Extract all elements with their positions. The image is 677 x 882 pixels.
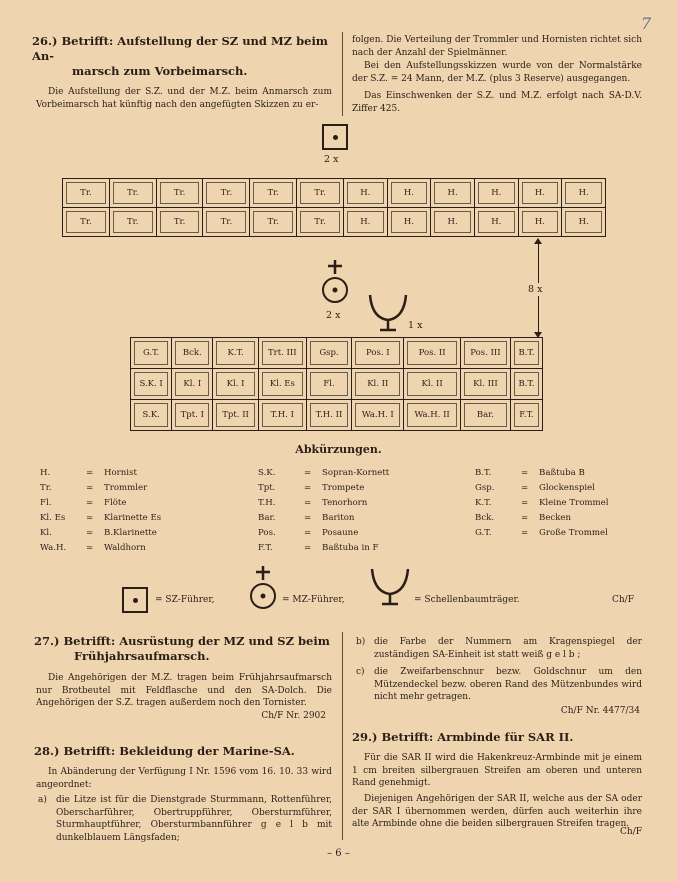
art28-b-label: b): [356, 637, 366, 647]
band-cell: [404, 338, 460, 369]
abbreviation-equals: =: [86, 543, 94, 553]
art29-para1: Für die SAR II wird die Hakenkreuz-Armbinde mit je einem 1 cm breiten silbergrauen Streifen am oberen und unteren Rand genehmigt.: [352, 753, 642, 788]
abbreviation-key: B.T.: [475, 468, 492, 478]
band-cell: [213, 400, 258, 431]
art26-para-left: Die Aufstellung der S.Z. und der M.Z. beim Anmarsch zum Vorbeimarsch hat künftig nach den angefügten Skizzen zu er-: [36, 87, 332, 110]
band-cell: [404, 400, 460, 431]
drum-horn-cell-label: H.: [347, 211, 384, 233]
abbreviation-key: S.K.: [258, 468, 276, 478]
drum-horn-cell: [431, 208, 475, 237]
drum-horn-cell-label: H.: [565, 211, 602, 233]
drum-horn-cell-label: Tr.: [253, 182, 293, 204]
art26-para-right-2: Bei den Aufstellungsskizzen wurde von der Normalstärke der S.Z. = 24 Mann, der M.Z. (plus 3 Reserve) ausgegangen.: [352, 61, 642, 84]
abbreviation-equals: =: [304, 483, 312, 493]
band-cell: [172, 338, 213, 369]
band-cell: [511, 369, 543, 400]
band-cell-label: Bck.: [175, 341, 209, 365]
drum-horn-cell: [109, 179, 156, 208]
abbreviation-equals: =: [521, 498, 529, 508]
rows-count: 8 x: [528, 284, 543, 295]
abbreviation-equals: =: [521, 528, 529, 538]
abbreviation-key: Kl. Es: [40, 513, 66, 523]
sz-count: 2 x: [324, 154, 339, 165]
band-cell: [131, 338, 172, 369]
band-cell-label: K.T.: [216, 341, 254, 365]
band-cell-label: Trt. III: [262, 341, 303, 365]
abbreviations-title: Abkürzungen.: [295, 443, 382, 456]
art26-heading-line2: marsch zum Vorbeimarsch.: [72, 64, 248, 78]
band-cell: [511, 400, 543, 431]
abbreviation-key: Pos.: [258, 528, 276, 538]
drum-horn-cell: [474, 208, 518, 237]
abbreviation-equals: =: [521, 513, 529, 523]
abbreviation-key: Tpt.: [258, 483, 276, 493]
band-cell: [352, 369, 404, 400]
abbreviation-key: Bck.: [475, 513, 495, 523]
abbreviation-value: Große Trommel: [539, 528, 608, 538]
abbreviation-value: Trompete: [322, 483, 365, 493]
abbreviation-key: Kl.: [40, 528, 52, 538]
art26-heading: [32, 34, 332, 79]
art28-a-text: die Litze ist für die Dienstgrade Sturmmann, Rottenführer, Oberscharführer, Obertruppführer, Obersturmführer, Sturmhauptführer, Obersturmbannführer g e l b mit dunkelblauem Längsfaden;: [56, 795, 332, 843]
band-grid: [130, 337, 543, 431]
abbreviation-key: G.T.: [475, 528, 492, 538]
band-cell-label: Kl. II: [407, 372, 456, 396]
abbreviation-value: Kleine Trommel: [539, 498, 609, 508]
drum-horn-cell-label: Tr.: [300, 182, 340, 204]
drum-horn-cell: [387, 179, 431, 208]
drum-horn-cell-label: H.: [391, 182, 428, 204]
legend-mz-text: = MZ-Führer,: [282, 595, 345, 605]
abbreviation-equals: =: [86, 513, 94, 523]
abbreviation-value: B.Klarinette: [104, 528, 157, 538]
art28-a-label: a): [38, 795, 47, 805]
legend-baum-symbol: [368, 566, 412, 608]
band-cell: [306, 338, 351, 369]
abbreviation-value: Glockenspiel: [539, 483, 595, 493]
legend-sz-symbol: [122, 587, 148, 613]
abbreviation-equals: =: [304, 543, 312, 553]
abbreviation-value: Bariton: [322, 513, 355, 523]
abbreviation-equals: =: [521, 483, 529, 493]
band-cell: [460, 400, 510, 431]
drum-horn-cell-label: Tr.: [206, 211, 246, 233]
art27-heading-line2: Frühjahrsaufmarsch.: [74, 649, 210, 663]
band-cell-label: Bar.: [464, 403, 507, 427]
drum-horn-cell-label: Tr.: [300, 211, 340, 233]
drum-horn-cell-label: Tr.: [160, 182, 200, 204]
abbreviation-key: Wa.H.: [40, 543, 67, 553]
abbreviation-key: K.T.: [475, 498, 492, 508]
schellenbaum-count: 1 x: [408, 320, 423, 331]
band-cell-label: F.T.: [514, 403, 539, 427]
drum-horn-cell-label: H.: [391, 211, 428, 233]
rows-arrow-head-top: [534, 238, 542, 244]
drum-horn-cell: [250, 208, 297, 237]
drum-horn-cell-label: H.: [347, 182, 384, 204]
band-cell: [258, 400, 306, 431]
band-cell: [404, 369, 460, 400]
art29-ref: Ch/F: [620, 827, 642, 837]
band-cell: [131, 369, 172, 400]
art26-para-right-1: folgen. Die Verteilung der Trommler und Hornisten richtet sich nach der Anzahl der Spielmänner.: [352, 35, 642, 58]
abbreviation-value: Sopran-Kornett: [322, 468, 390, 478]
abbreviation-equals: =: [86, 498, 94, 508]
band-cell-label: Kl. Es: [262, 372, 303, 396]
band-cell-label: S.K.: [134, 403, 168, 427]
abbreviation-key: Bar.: [258, 513, 276, 523]
art28-b-text: die Farbe der Nummern am Kragenspiegel der zuständigen SA-Einheit ist statt weiß g e l b ;: [374, 637, 642, 660]
band-cell: [352, 338, 404, 369]
column-divider-top: [342, 32, 343, 116]
abbreviation-equals: =: [304, 513, 312, 523]
abbreviation-value: Baßtuba in F: [322, 543, 379, 553]
band-cell-label: T.H. II: [310, 403, 348, 427]
abbreviation-equals: =: [304, 468, 312, 478]
abbreviation-value: Posaune: [322, 528, 359, 538]
page-corner-number: 7: [641, 14, 652, 33]
band-cell: [172, 369, 213, 400]
drum-horn-cell-label: Tr.: [206, 182, 246, 204]
drum-horn-cell-label: H.: [522, 182, 559, 204]
drum-horn-cell-label: H.: [478, 182, 515, 204]
band-cell: [306, 400, 351, 431]
drum-horn-cell-label: Tr.: [113, 182, 153, 204]
art28-intro: In Abänderung der Verfügung I Nr. 1596 vom 16. 10. 33 wird angeordnet:: [36, 767, 332, 790]
drum-horn-cell: [343, 179, 387, 208]
abbreviation-key: Fl.: [40, 498, 52, 508]
band-cell-label: Kl. II: [355, 372, 400, 396]
drum-horn-cell-label: Tr.: [113, 211, 153, 233]
abbreviations-col2: [258, 466, 458, 566]
drum-horn-cell-label: H.: [434, 182, 471, 204]
drum-horn-cell: [297, 179, 344, 208]
abbreviation-key: T.H.: [258, 498, 276, 508]
drum-horn-cell: [431, 179, 475, 208]
page-footer: – 6 –: [327, 848, 350, 859]
band-cell-label: Tpt. I: [175, 403, 209, 427]
drum-horn-cell: [474, 179, 518, 208]
drum-horn-cell: [156, 179, 203, 208]
drum-horn-cell-label: Tr.: [253, 211, 293, 233]
abbreviation-key: Gsp.: [475, 483, 495, 493]
drum-horn-cell: [518, 179, 562, 208]
band-cell: [172, 400, 213, 431]
band-cell-label: Pos. I: [355, 341, 400, 365]
band-cell: [352, 400, 404, 431]
drum-horn-cell-label: H.: [478, 211, 515, 233]
drum-horn-cell: [343, 208, 387, 237]
band-cell: [306, 369, 351, 400]
art28-c-text: die Zweifarbenschnur bezw. Goldschnur um den Mützendeckel bezw. oberen Rand des Mützenbundes wird nicht mehr getragen.: [374, 667, 642, 702]
art27-ref: Ch/F Nr. 2902: [261, 711, 326, 721]
band-cell-label: Wa.H. I: [355, 403, 400, 427]
art27-para: Die Angehörigen der M.Z. tragen beim Frühjahrsaufmarsch nur Brotbeutel mit Feldflasche und den SA-Dolch. Die Angehörigen der S.Z. tragen außerdem noch den Tornister.: [36, 673, 332, 708]
art28-ref: Ch/F Nr. 4477/34: [560, 706, 640, 716]
band-cell-label: S.K. I: [134, 372, 168, 396]
abbreviation-equals: =: [86, 483, 94, 493]
drum-horn-grid: [62, 178, 606, 237]
band-cell-label: Pos. III: [464, 341, 507, 365]
abbreviation-key: F.T.: [258, 543, 273, 553]
band-cell: [460, 338, 510, 369]
band-cell-label: G.T.: [134, 341, 168, 365]
art27-heading-line1: 27.) Betrifft: Ausrüstung der MZ und SZ beim: [34, 634, 330, 648]
abbreviation-equals: =: [304, 498, 312, 508]
drum-horn-cell: [63, 208, 110, 237]
drum-horn-cell: [518, 208, 562, 237]
band-cell: [213, 369, 258, 400]
band-cell-label: Kl. III: [464, 372, 507, 396]
drum-horn-cell-label: Tr.: [66, 211, 106, 233]
abbreviations-col3: [475, 466, 675, 566]
art28-heading: 28.) Betrifft: Bekleidung der Marine-SA.: [34, 744, 295, 758]
abbreviations-col1: [40, 466, 240, 566]
band-cell: [511, 338, 543, 369]
band-cell-label: B.T.: [514, 341, 539, 365]
abbreviation-value: Flöte: [104, 498, 127, 508]
art26-para-right-3: Das Einschwenken der S.Z. und M.Z. erfolgt nach SA-D.V. Ziffer 425.: [352, 91, 642, 114]
band-cell: [258, 369, 306, 400]
mz-count: 2 x: [326, 310, 341, 321]
band-cell-label: Fl.: [310, 372, 348, 396]
drum-horn-cell: [562, 179, 606, 208]
abbreviation-value: Hornist: [104, 468, 137, 478]
sz-leader-symbol: [322, 124, 348, 150]
drum-horn-cell: [203, 179, 250, 208]
abbreviation-value: Tenorhorn: [322, 498, 368, 508]
abbreviation-value: Trommler: [104, 483, 148, 493]
band-cell-label: B.T.: [514, 372, 539, 396]
abbreviation-value: Baßtuba B: [539, 468, 585, 478]
legend-initials: Ch/F: [612, 595, 634, 605]
abbreviation-key: H.: [40, 468, 51, 478]
band-cell-label: Pos. II: [407, 341, 456, 365]
abbreviation-key: Tr.: [40, 483, 52, 493]
abbreviation-equals: =: [86, 468, 94, 478]
drum-horn-cell: [250, 179, 297, 208]
band-cell-label: Kl. I: [216, 372, 254, 396]
art26-heading-line1: 26.) Betrifft: Aufstellung der SZ und MZ beim An-: [32, 34, 328, 63]
drum-horn-cell: [156, 208, 203, 237]
band-cell-label: T.H. I: [262, 403, 303, 427]
art29-heading: 29.) Betrifft: Armbinde für SAR II.: [352, 730, 574, 744]
abbreviation-value: Becken: [539, 513, 572, 523]
band-cell-label: Kl. I: [175, 372, 209, 396]
abbreviation-value: Waldhorn: [104, 543, 146, 553]
band-cell: [131, 400, 172, 431]
art28-c-label: c): [356, 667, 365, 677]
band-cell-label: Tpt. II: [216, 403, 254, 427]
band-cell-label: Wa.H. II: [407, 403, 456, 427]
band-cell-label: Gsp.: [310, 341, 348, 365]
art27-heading: [34, 634, 334, 664]
abbreviation-equals: =: [86, 528, 94, 538]
drum-horn-cell-label: Tr.: [160, 211, 200, 233]
drum-horn-cell-label: H.: [434, 211, 471, 233]
drum-horn-cell: [387, 208, 431, 237]
legend-baum-text: = Schellenbaumträger.: [414, 595, 520, 605]
band-cell: [213, 338, 258, 369]
abbreviation-equals: =: [304, 528, 312, 538]
drum-horn-cell: [297, 208, 344, 237]
drum-horn-cell: [63, 179, 110, 208]
schellenbaum-symbol: [366, 292, 410, 334]
abbreviation-value: Klarinette Es: [104, 513, 162, 523]
band-cell: [258, 338, 306, 369]
drum-horn-cell: [203, 208, 250, 237]
abbreviation-equals: =: [521, 468, 529, 478]
legend-mz-symbol: [248, 564, 278, 612]
column-divider-bottom: [342, 632, 343, 840]
drum-horn-cell-label: Tr.: [66, 182, 106, 204]
legend-sz-text: = SZ-Führer,: [155, 595, 215, 605]
drum-horn-cell-label: H.: [522, 211, 559, 233]
art29-para2: Diejenigen Angehörigen der SAR II, welche aus der SA oder der SAR I übernommen werden, dürfen auch weiterhin ihre alte Armbinde ohne die beiden silbergrauen Streifen tragen.: [352, 794, 642, 829]
drum-horn-cell: [109, 208, 156, 237]
drum-horn-cell: [562, 208, 606, 237]
drum-horn-cell-label: H.: [565, 182, 602, 204]
band-cell: [460, 369, 510, 400]
mz-leader-symbol: [320, 258, 350, 308]
